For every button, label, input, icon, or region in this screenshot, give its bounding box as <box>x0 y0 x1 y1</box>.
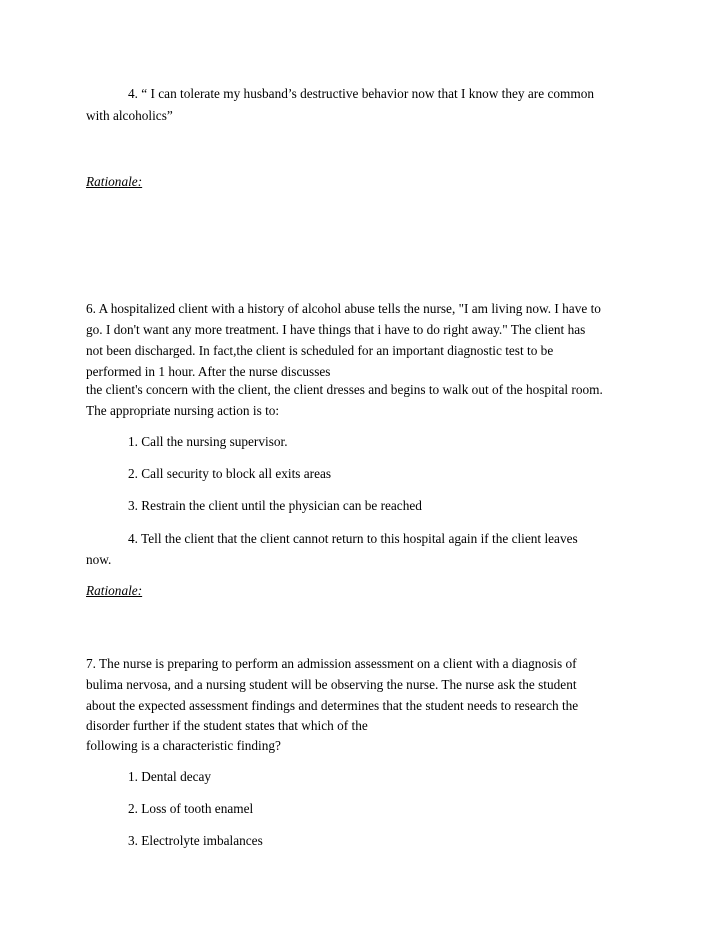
q6-option-2: 2. Call security to block all exits areas <box>128 466 332 481</box>
q6-option-1: 1. Call the nursing supervisor. <box>128 434 288 449</box>
q6-stem-line: the client's concern with the client, the client dresses and begins to walk out of the hospital room. <box>86 382 603 397</box>
q4-option-4-line-2: with alcoholics” <box>86 108 173 123</box>
rationale-label: Rationale: <box>86 174 143 189</box>
q4-option-4-line-1: 4. “ I can tolerate my husband’s destructive behavior now that I know they are common <box>128 86 594 101</box>
q7-option-2: 2. Loss of tooth enamel <box>128 801 254 816</box>
q7-option-1: 1. Dental decay <box>128 769 212 784</box>
q6-stem-line: performed in 1 hour. After the nurse discusses <box>86 364 331 379</box>
q7-stem-line: following is a characteristic finding? <box>86 738 281 753</box>
q6-stem-line: go. I don't want any more treatment. I have things that i have to do right away." The client has <box>86 322 586 337</box>
q6-stem-line: The appropriate nursing action is to: <box>86 403 280 418</box>
q7-stem-line: about the expected assessment findings and determines that the student needs to research the <box>86 698 579 713</box>
q6-stem-line: not been discharged. In fact,the client is scheduled for an important diagnostic test to be <box>86 343 554 358</box>
q6-option-4-continuation: now. <box>86 552 112 567</box>
q6-option-3: 3. Restrain the client until the physician can be reached <box>128 498 422 513</box>
q6-option-4: 4. Tell the client that the client cannot return to this hospital again if the client leaves <box>128 531 578 546</box>
q7-stem-line: bulima nervosa, and a nursing student will be observing the nurse. The nurse ask the student <box>86 677 577 692</box>
q7-option-3: 3. Electrolyte imbalances <box>128 833 263 848</box>
q7-stem-line: disorder further if the student states that which of the <box>86 718 368 733</box>
q6-rationale-label: Rationale: <box>86 583 143 598</box>
q7-stem-line: 7. The nurse is preparing to perform an admission assessment on a client with a diagnosis of <box>86 656 577 671</box>
q6-stem-line: 6. A hospitalized client with a history of alcohol abuse tells the nurse, "I am living now. I have to <box>86 301 601 316</box>
